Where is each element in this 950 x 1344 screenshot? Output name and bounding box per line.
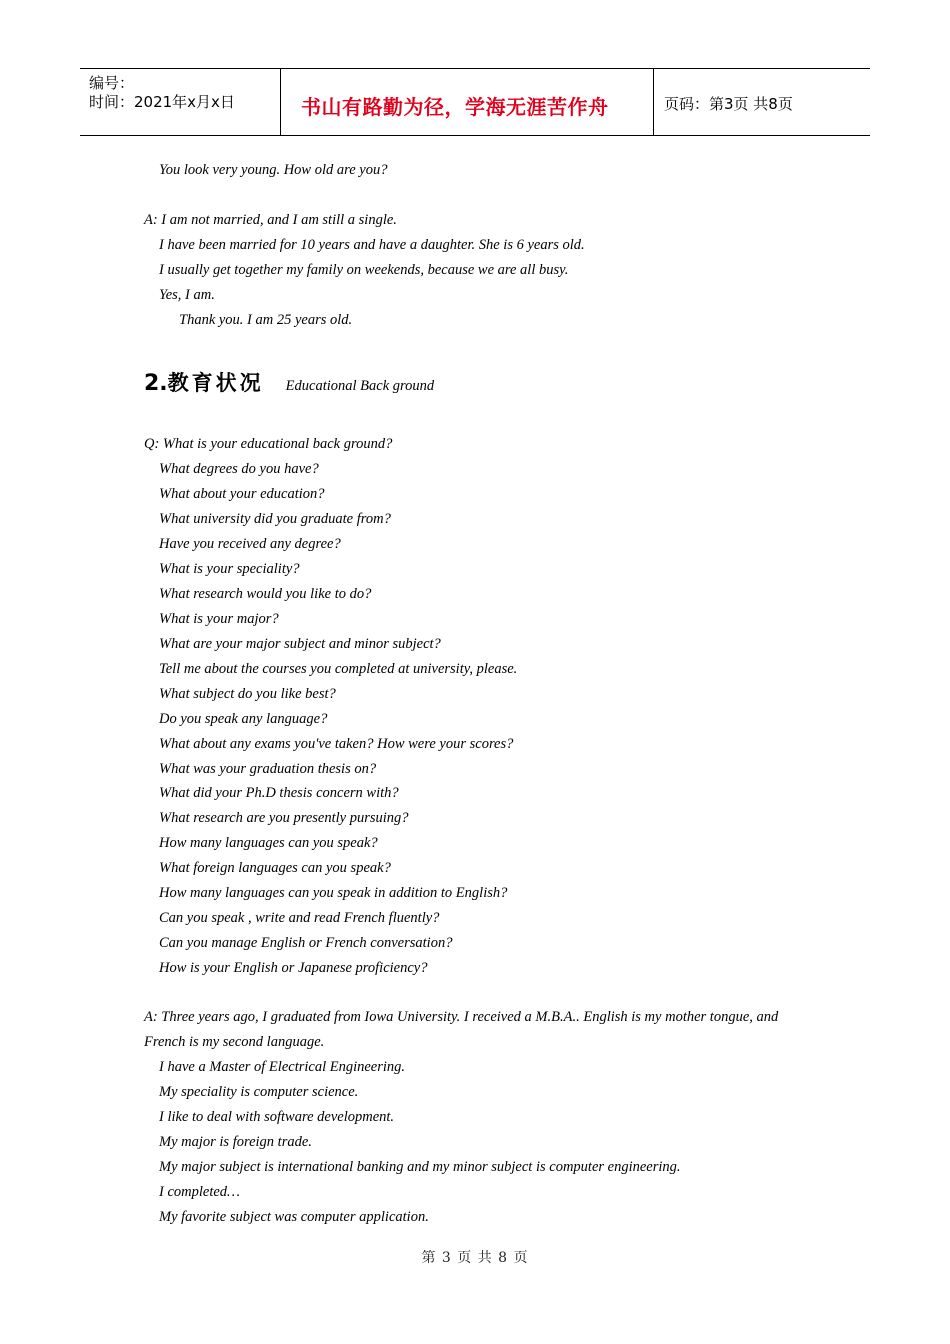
question-line: What are your major subject and minor subject? xyxy=(159,636,441,652)
header-page-cell xyxy=(654,69,870,135)
answer-line: French is my second language. xyxy=(144,1034,325,1050)
answer-line: A: I am not married, and I am still a single. xyxy=(144,212,397,228)
question-line: Do you speak any language? xyxy=(159,711,328,727)
question-line: Q: What is your educational back ground? xyxy=(144,436,393,452)
answer-line: Thank you. I am 25 years old. xyxy=(179,312,353,328)
question-line: What about any exams you've taken? How were your scores? xyxy=(159,736,514,752)
header-motto-cell xyxy=(281,69,654,135)
question-line: What was your graduation thesis on? xyxy=(159,761,377,777)
question-line: What research are you presently pursuing? xyxy=(159,810,409,826)
question-line: Can you speak , write and read French fluently? xyxy=(159,910,440,926)
answer-line: A: Three years ago, I graduated from Iowa University. I received a M.B.A.. English is my mother tongue, and xyxy=(144,1009,779,1025)
answer-line: I usually get together my family on weekends, because we are all busy. xyxy=(159,262,569,278)
question-line: What university did you graduate from? xyxy=(159,511,391,527)
answer-line: I have a Master of Electrical Engineering. xyxy=(159,1059,406,1075)
question-line: What is your speciality? xyxy=(159,561,300,577)
question-line: What about your education? xyxy=(159,486,325,502)
section-number: 2. xyxy=(144,371,168,396)
question-line: How many languages can you speak? xyxy=(159,835,378,851)
question-line: What is your major? xyxy=(159,611,279,627)
answer-line: My speciality is computer science. xyxy=(159,1084,359,1100)
page-footer: 第 3 页 共 8 页 xyxy=(421,1250,529,1266)
question-line: Have you received any degree? xyxy=(159,536,341,552)
answer-line: I like to deal with software development. xyxy=(159,1109,395,1125)
question-line: What research would you like to do? xyxy=(159,586,372,602)
question-line: What foreign languages can you speak? xyxy=(159,860,391,876)
section-heading xyxy=(144,367,434,397)
document-number-label: 编号： xyxy=(89,74,135,92)
question-line: Can you manage English or French conversation? xyxy=(159,935,453,951)
answer-line: My major is foreign trade. xyxy=(159,1134,312,1150)
answer-line: Yes, I am. xyxy=(159,287,215,303)
answer-line: My favorite subject was computer application. xyxy=(159,1209,429,1225)
header-motto: 书山有路勤为径，学海无涯苦作舟 xyxy=(301,95,609,119)
question-line: What subject do you like best? xyxy=(159,686,336,702)
question-line: How is your English or Japanese proficiency? xyxy=(159,960,428,976)
question-line: How many languages can you speak in addition to English? xyxy=(159,885,508,901)
answer-line: I have been married for 10 years and have a daughter. She is 6 years old. xyxy=(159,237,585,253)
question-line: Tell me about the courses you completed at university, please. xyxy=(159,661,518,677)
answer-line: I completed… xyxy=(159,1184,240,1200)
intro-question: You look very young. How old are you? xyxy=(159,162,388,178)
page-header xyxy=(80,68,870,136)
section-title-zh: 教育状况 xyxy=(167,370,264,395)
document-time-label: 时间：2021年x月x日 xyxy=(89,93,235,111)
section-title-en: Educational Back ground xyxy=(285,378,435,394)
header-page-number: 页码：第3页 共8页 xyxy=(664,95,793,113)
answer-line: My major subject is international banking and my minor subject is computer engineering. xyxy=(159,1159,681,1175)
question-line: What did your Ph.D thesis concern with? xyxy=(159,785,399,801)
header-meta-cell xyxy=(80,69,281,135)
question-line: What degrees do you have? xyxy=(159,461,319,477)
